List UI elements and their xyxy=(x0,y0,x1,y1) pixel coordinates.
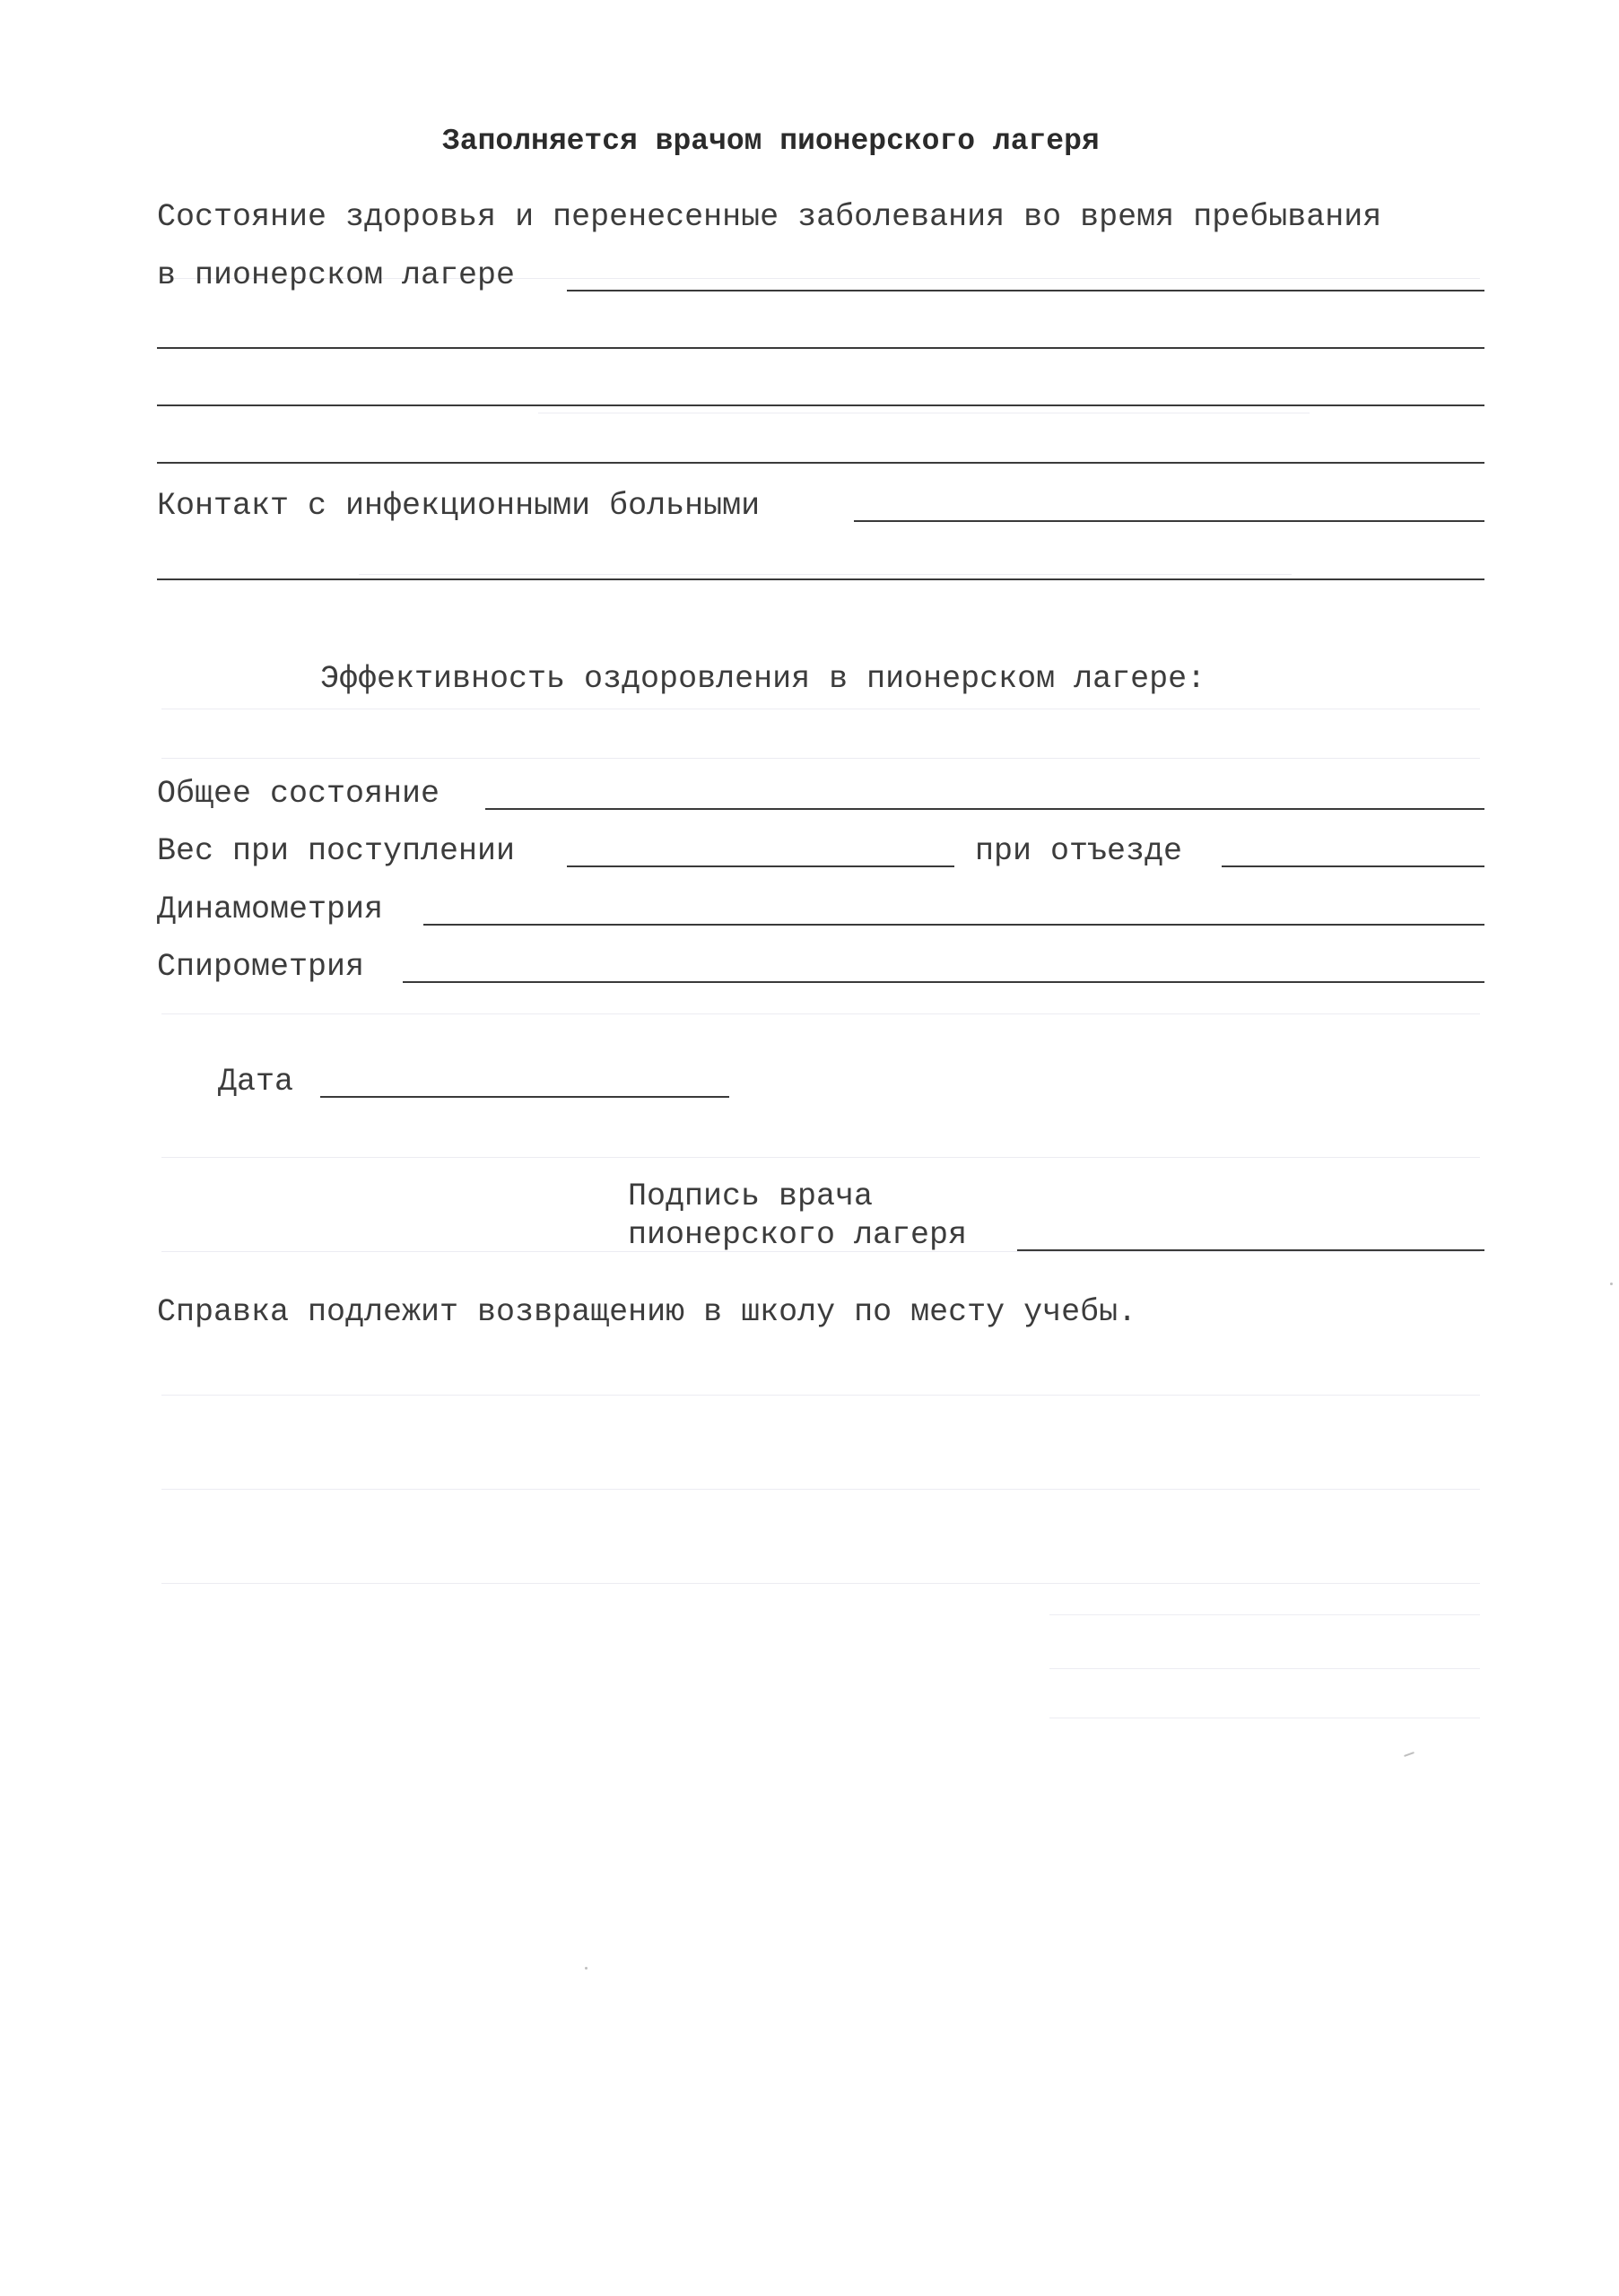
contact-field-line2[interactable] xyxy=(157,578,1484,580)
health-field-line2[interactable] xyxy=(157,347,1484,349)
scan-speck xyxy=(585,1967,588,1970)
health-field-line1[interactable] xyxy=(567,290,1484,291)
effectiveness-heading: Эффективность оздоровления в пионерском лагере: xyxy=(320,661,1206,697)
dynamometry-field[interactable] xyxy=(423,924,1484,926)
show-through-line xyxy=(161,1489,1480,1490)
show-through-line xyxy=(359,574,1292,575)
date-label: Дата xyxy=(218,1064,294,1100)
spirometry-label: Спирометрия xyxy=(157,949,365,985)
contact-field-line1[interactable] xyxy=(854,520,1484,522)
signature-label-line1: Подпись врача xyxy=(628,1178,874,1214)
contact-label: Контакт с инфекционными больными xyxy=(157,488,761,524)
show-through-line xyxy=(1049,1668,1480,1669)
form-title: Заполняется врачом пионерского лагеря xyxy=(442,125,1100,158)
show-through-line xyxy=(161,758,1480,759)
weight-arrival-label: Вес при поступлении xyxy=(157,833,516,869)
health-field-line3[interactable] xyxy=(157,404,1484,406)
show-through-line xyxy=(161,1395,1480,1396)
show-through-line xyxy=(161,1157,1480,1158)
dynamometry-label: Динамометрия xyxy=(157,891,384,927)
date-field[interactable] xyxy=(320,1096,729,1098)
weight-departure-field[interactable] xyxy=(1222,865,1484,867)
health-label-line2: в пионерском лагере xyxy=(157,257,516,293)
general-state-field[interactable] xyxy=(485,808,1484,810)
show-through-line xyxy=(161,1583,1480,1584)
weight-arrival-field[interactable] xyxy=(567,865,954,867)
general-state-label: Общее состояние xyxy=(157,776,440,812)
signature-label-line2: пионерского лагеря xyxy=(628,1217,968,1253)
scan-speck xyxy=(1610,1283,1613,1285)
footer-note: Справка подлежит возвращению в школу по месту учебы. xyxy=(157,1294,1137,1330)
health-field-line4[interactable] xyxy=(157,462,1484,464)
weight-departure-label: при отъезде xyxy=(975,833,1183,869)
scan-speck xyxy=(1404,1752,1414,1757)
show-through-line xyxy=(161,1013,1480,1014)
show-through-line xyxy=(1049,1614,1480,1615)
spirometry-field[interactable] xyxy=(403,981,1484,983)
signature-field[interactable] xyxy=(1017,1249,1484,1251)
health-label-line1: Состояние здоровья и перенесенные заболевания во время пребывания xyxy=(157,199,1382,235)
